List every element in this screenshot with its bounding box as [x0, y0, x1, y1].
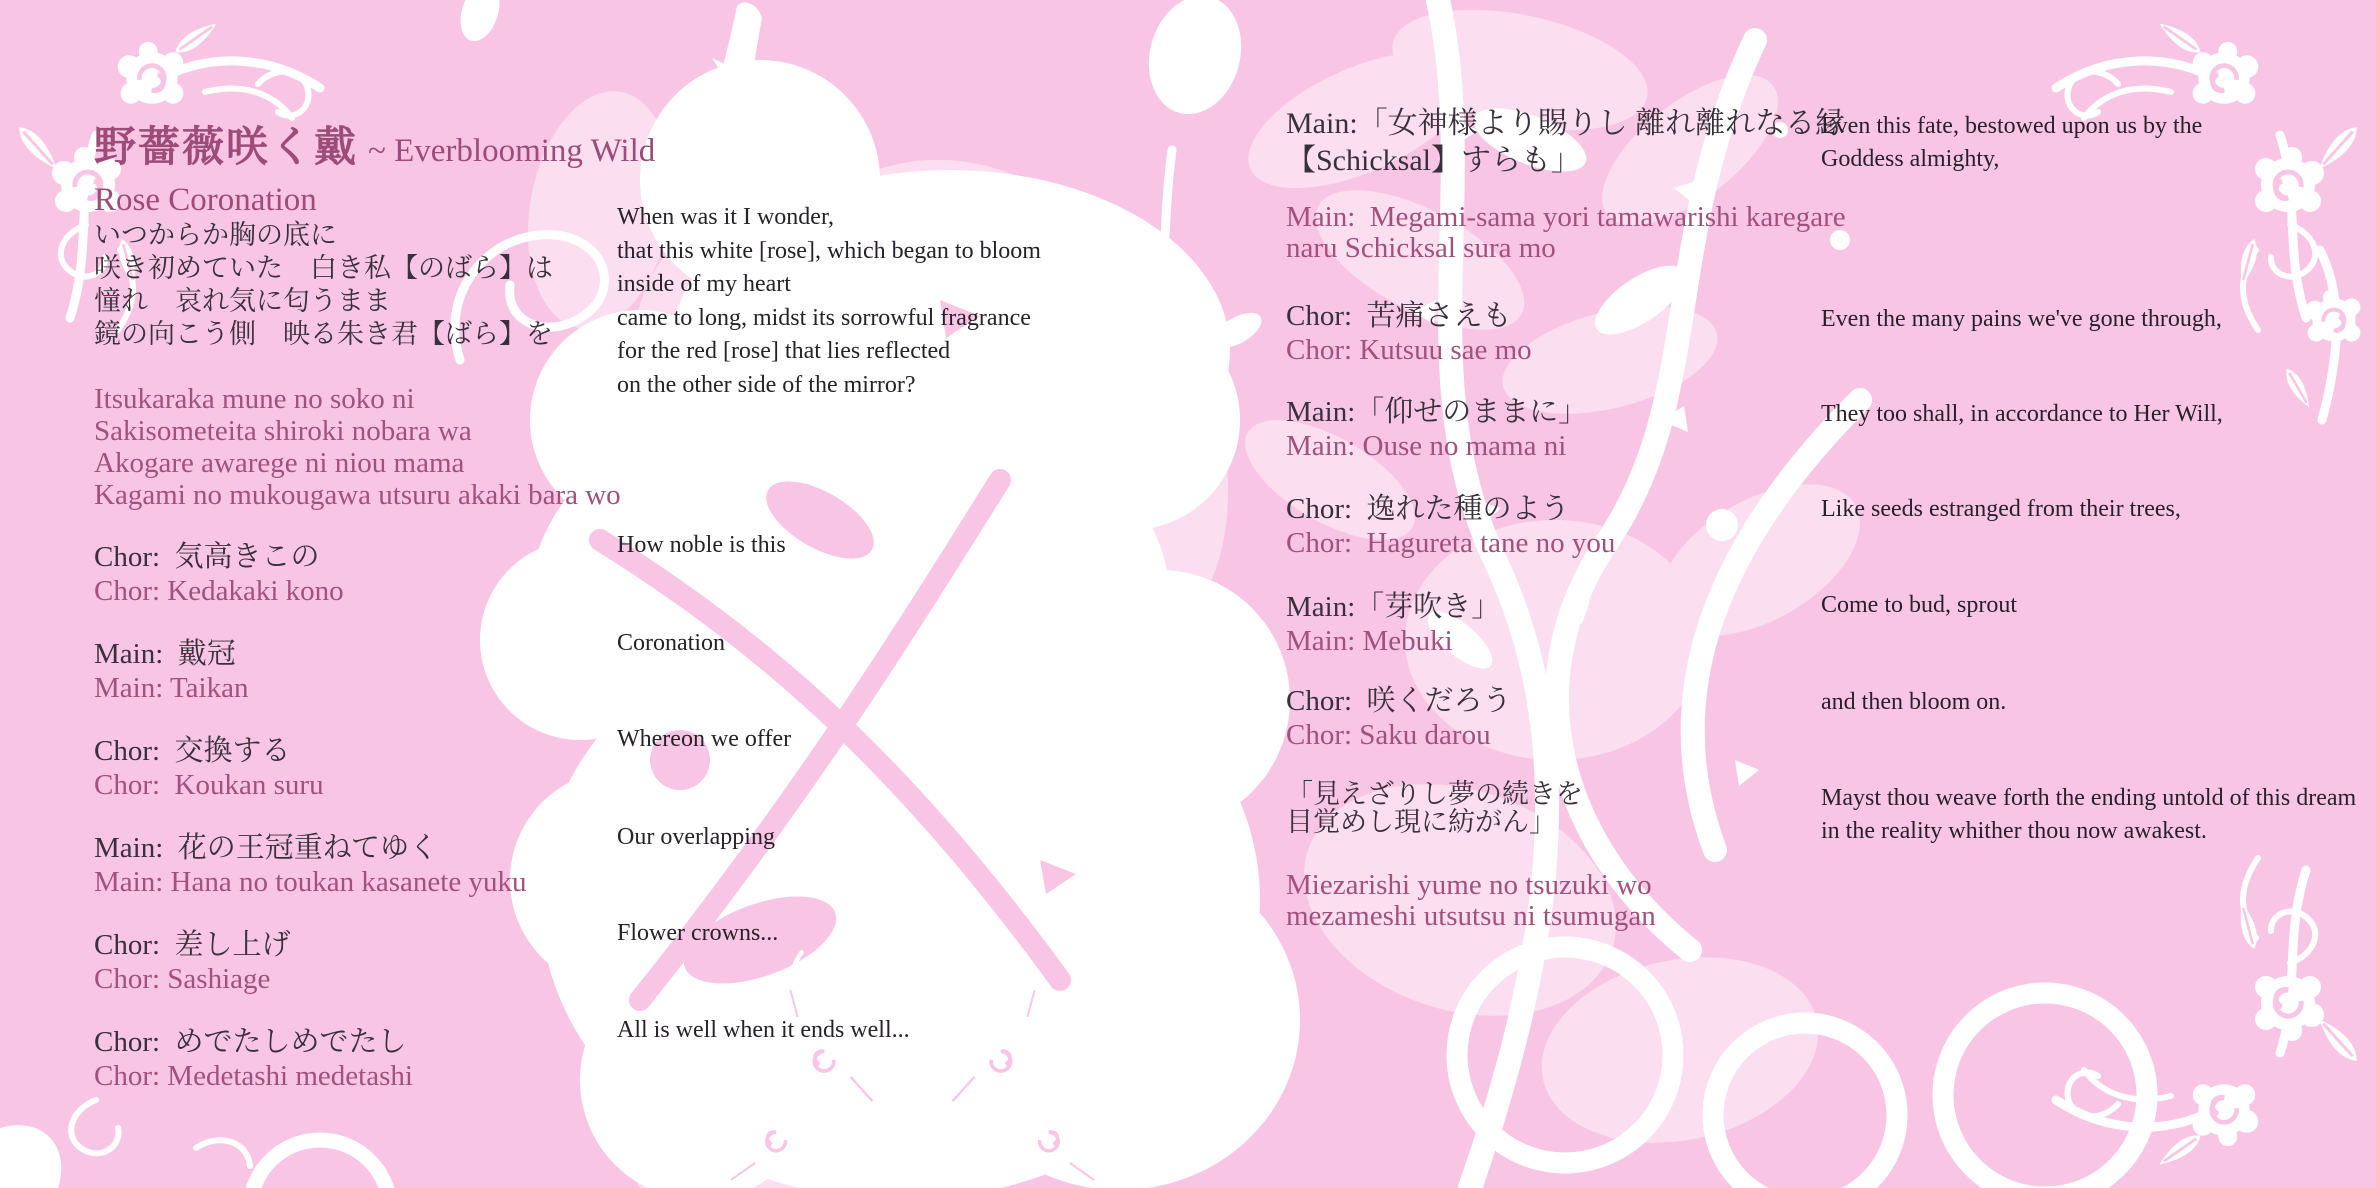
- pair-romaji-line: Main: Hana no toukan kasanete yuku: [94, 866, 527, 898]
- final-quote-japanese: [1286, 780, 1583, 836]
- english-para-line: When was it I wonder,: [617, 204, 834, 230]
- song-title-line1: [94, 114, 655, 174]
- lyric-pair: [94, 1025, 413, 1093]
- pair-jp-line: Main: 花の王冠重ねてゆく: [94, 832, 439, 864]
- verse-jp-line: 憧れ 哀れ気に匂うまま: [94, 286, 391, 316]
- pair-jp-line: Chor: 咲くだろう: [1286, 685, 1512, 717]
- bottom-left-vines: [0, 1100, 390, 1188]
- pair-romaji-line: Main: Ouse no mama ni: [1286, 430, 1567, 462]
- pair-romaji-line: Main: Mebuki: [1286, 625, 1453, 657]
- final-quote-romaji-line: mezameshi utsutsu ni tsumugan: [1286, 900, 1656, 932]
- english-para-line: came to long, midst its sorrowful fragrance: [617, 304, 1031, 331]
- verse-japanese: [94, 219, 553, 351]
- english-line: Whereon we offer: [617, 726, 792, 752]
- english-line: All is well when it ends well...: [617, 1017, 910, 1043]
- pair-romaji-line: Chor: Hagureta tane no you: [1286, 527, 1616, 559]
- english-translation-top: [1821, 110, 2202, 176]
- lyric-pair: [1286, 590, 1500, 658]
- lyric-pair: [94, 540, 344, 608]
- pair-jp-line: Chor: 逸れた種のよう: [1286, 493, 1570, 525]
- lyric-pair: [94, 928, 291, 996]
- lyric-pair: [94, 831, 526, 899]
- pair-romaji-line: Chor: Kedakaki kono: [94, 575, 344, 607]
- quote-romaji-line: Main: Megami-sama yori tamawarishi karegare: [1286, 201, 1846, 233]
- pair-romaji-line: Chor: Koukan suru: [94, 769, 324, 801]
- english-para-line: inside of my heart: [617, 271, 791, 298]
- english-line: How noble is this: [617, 532, 786, 558]
- pair-romaji-line: Chor: Sashiage: [94, 963, 271, 995]
- pair-jp-line: Chor: めでたしめでたし: [94, 1026, 407, 1058]
- pair-jp-line: Chor: 差し上げ: [94, 929, 291, 961]
- lyric-pair: [1286, 684, 1512, 752]
- pair-jp-line: Chor: 気高きこの: [94, 541, 320, 573]
- english-para-line: on the other side of the mirror?: [617, 371, 916, 398]
- quote-jp-line: 【Schicksal】すらも」: [1286, 144, 1581, 177]
- quote-romaji-line: naru Schicksal sura mo: [1286, 232, 1556, 264]
- final-quote-jp-line: 目覚めし現に紡がん」: [1286, 807, 1556, 837]
- final-quote-romaji-line: Miezarishi yume no tsuzuki wo: [1286, 869, 1652, 901]
- english-para-line: that this white [rose], which began to bloom: [617, 237, 1041, 264]
- song-title-jp: 野薔薇咲く戴: [94, 125, 359, 171]
- verse-romaji: [94, 383, 621, 511]
- pair-jp-line: Main:「芽吹き」: [1286, 591, 1501, 623]
- pair-romaji-line: Chor: Saku darou: [1286, 719, 1491, 751]
- english-line: and then bloom on.: [1821, 689, 2007, 715]
- pair-romaji-line: Chor: Medetashi medetashi: [94, 1060, 413, 1092]
- verse-jp-line: いつからか胸の底に: [94, 220, 337, 250]
- english-top-line: Even this fate, bestowed upon us by the: [1821, 113, 2203, 139]
- pair-jp-line: Main:「仰せのままに」: [1286, 396, 1588, 428]
- lyric-pair: [94, 734, 324, 802]
- verse-romaji-line: Akogare awarege ni niou mama: [94, 447, 465, 479]
- song-title-line2: Rose Coronation: [94, 182, 317, 218]
- english-bottom-line: Mayst thou weave forth the ending untold of this dream: [1821, 785, 2357, 811]
- quote-jp-line: Main:「女神様より賜りし 離れ離れなる縁: [1286, 107, 1846, 140]
- english-bottom-line: in the reality whither thou now awakest.: [1821, 818, 2207, 844]
- main-quote-japanese: [1286, 105, 1845, 179]
- english-line: Our overlapping: [617, 824, 775, 850]
- verse-romaji-line: Kagami no mukougawa utsuru akaki bara wo: [94, 479, 621, 511]
- final-quote-jp-line: 「見えざりし夢の続きを: [1286, 779, 1583, 809]
- final-quote-romaji: [1286, 870, 1656, 932]
- pair-jp-line: Chor: 交換する: [94, 735, 291, 767]
- verse-romaji-line: Sakisometeita shiroki nobara wa: [94, 415, 472, 447]
- pair-jp-line: Chor: 苦痛さえも: [1286, 300, 1512, 332]
- verse-jp-line: 鏡の向こう側 映る朱き君【ばら】を: [94, 319, 553, 349]
- english-translation-paragraph: [617, 201, 1041, 403]
- english-line: They too shall, in accordance to Her Will,: [1821, 401, 2223, 427]
- lyric-pair: [1286, 395, 1587, 463]
- english-line: Like seeds estranged from their trees,: [1821, 496, 2181, 522]
- pair-jp-line: Main: 戴冠: [94, 638, 236, 670]
- pair-romaji-line: Chor: Kutsuu sae mo: [1286, 334, 1532, 366]
- lyric-pair: [1286, 299, 1532, 367]
- english-top-line: Goddess almighty,: [1821, 146, 2000, 172]
- english-line: Come to bud, sprout: [1821, 592, 2017, 618]
- english-translation-bottom: [1821, 782, 2356, 848]
- english-line: Even the many pains we've gone through,: [1821, 306, 2222, 332]
- main-quote-romaji: [1286, 202, 1846, 264]
- verse-jp-line: 咲き初めていた 白き私【のばら】は: [94, 253, 553, 283]
- english-line: Flower crowns...: [617, 920, 779, 946]
- english-line: Coronation: [617, 630, 725, 656]
- song-title-block: [94, 114, 655, 219]
- lyric-pair: [1286, 492, 1615, 560]
- song-title-en-inline: ~ Everblooming Wild: [368, 133, 656, 169]
- english-para-line: for the red [rose] that lies reflected: [617, 338, 951, 365]
- verse-romaji-line: Itsukaraka mune no soko ni: [94, 383, 415, 415]
- pair-romaji-line: Main: Taikan: [94, 672, 249, 704]
- lyric-pair: [94, 637, 249, 705]
